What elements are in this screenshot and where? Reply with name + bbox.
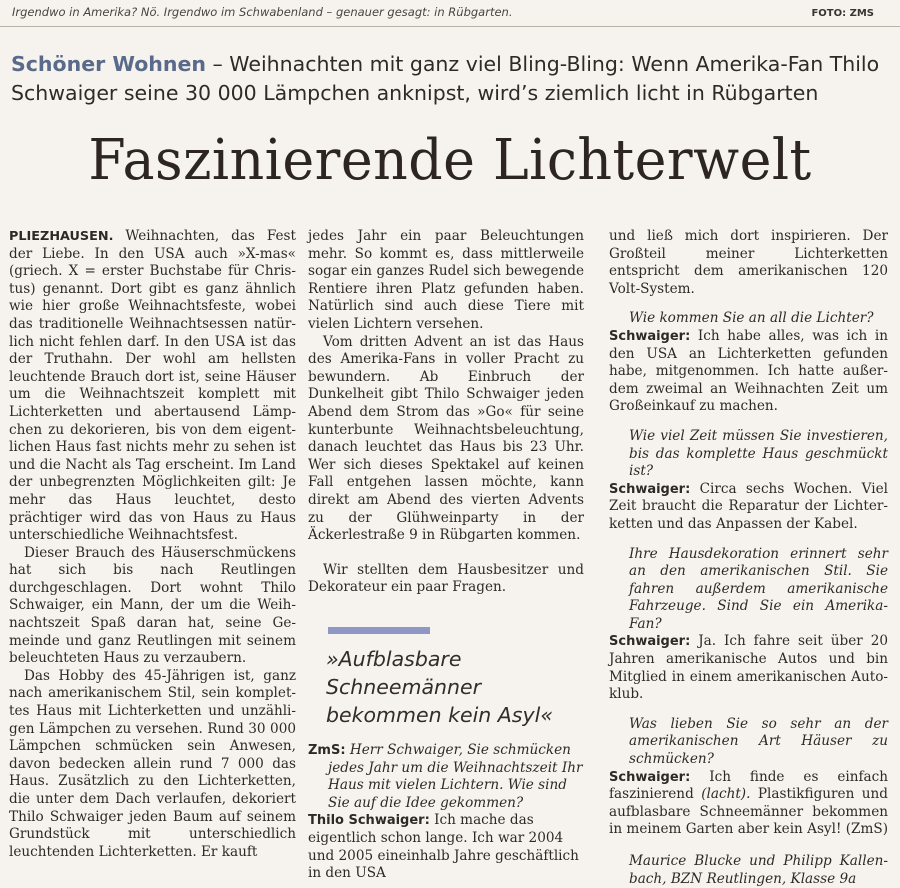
paragraph: Das Hobby des 45-Jährigen ist, ganz nach amerikanischem Stil, sein komplettes Haus mit Lichterketten und unzähligen Lämpchen zu versehen. Rund 30 000 Lämpchen schmücken sein Anwesen, davon bedecken allein rund 7 000 das Haus. Zusätzlich zu den Lichterketten, die unter dem Dach verlaufen, dekoriert Thilo Schwaiger jeden Baum auf seinem Grundstück mit unterschiedlich leuchtenden Lichterketten. Er kauft	[9, 667, 296, 860]
article-column-2	[308, 228, 584, 597]
interview-question: Wie kommen Sie an all die Lichter?	[629, 310, 874, 327]
paragraph: PLIEZHAUSEN. Weihnachten, das Fest der Liebe. In den USA auch »X-mas« (griech. X = erster Buchstabe für Christus) genannt. Dort gibt es ganz ähnlich wie hier große Weihnachtsfeste, wobei das traditionelle Weihnachtsessen natürlich nicht fehlen darf. In den USA ist das der Truthahn. Der wohl am hellsten leuchtende Brauch dort ist, seine Häuser um die Weihnachtszeit komplett mit Lichterketten und abertausend Lämpchen zu dekorieren, bis von dem eigentlichen Haus fast nichts mehr zu sehen ist und die Nacht als Tag erscheint. Im Land der unbegrenzten Möglichkeiten gilt: Je mehr das Haus leuchtet, desto prächtiger wird das von Haus zu Haus unterschiedliche Weihnachtsfest.	[9, 228, 296, 544]
dateline: PLIEZHAUSEN.	[9, 229, 114, 244]
kicker	[11, 50, 891, 108]
interview-answer: Schwaiger: Ja. Ich fahre seit über 20 Jahren amerikanische Autos und bin Mitglied in einem amerikanischen Autoklub.	[609, 633, 888, 703]
kicker-label: Schöner Wohnen	[11, 52, 206, 76]
speaker-label: Thilo Schwaiger:	[308, 813, 430, 829]
interview-question: Wie viel Zeit müssen Sie investieren, bis das komplette Haus geschmückt ist?	[629, 427, 888, 480]
interview-answer: Schwaiger: Circa sechs Wochen. Viel Zeit braucht die Reparatur der Lichterketten und das Anpassen der Kabel.	[609, 480, 888, 532]
pullquote: »Aufblasbare Schneemänner bekommen kein Asyl«	[326, 647, 553, 727]
speaker-label: ZmS:	[308, 743, 346, 758]
speaker-label: Schwaiger:	[609, 481, 691, 497]
pullquote-accent-bar	[328, 627, 430, 634]
speaker-label: Schwaiger:	[609, 634, 691, 650]
interview-question: ZmS: Herr Schwaiger, Sie schmücken jedes Jahr um die Weihnachtszeit Ihr Haus mit vielen Lichtern. Wie sind Sie auf die Idee gekommen?	[308, 742, 583, 811]
photo-caption-bar	[0, 0, 900, 27]
paragraph: und ließ mich dort inspirieren. Der Großteil meiner Lichterketten entspricht dem amerikanischen 120 Volt-System.	[609, 228, 888, 297]
photo-credit: FOTO: ZMS	[811, 8, 874, 19]
photo-caption: Irgendwo in Amerika? Nö. Irgendwo im Schwabenland – genauer gesagt: in Rübgarten.	[12, 5, 513, 19]
interview-answer: Thilo Schwaiger: Ich mache das eigentlich schon lange. Ich war 2004 und 2005 eineinhalb Jahre geschäftlich in den USA	[308, 812, 579, 882]
interview-start	[308, 742, 584, 883]
interview-question: Was lieben Sie so sehr an der amerikanischen Art Häuser zu schmücken?	[629, 715, 888, 768]
paragraph: Wir stellten dem Hausbesitzer und Dekorateur ein paar Fragen.	[308, 561, 584, 596]
paragraph: Vom dritten Advent an ist das Haus des Amerika-Fans in voller Pracht zu bewundern. Ab Einbruch der Dunkelheit gibt Thilo Schwaiger jeden Abend dem Strom das »Go« für seine kunterbunte Weihnachtsbeleuchtung, danach leuchtet das Haus bis 23 Uhr. Wer sich dieses Spektakel auf keinen Fall entgehen lassen möchte, kann direkt am Abend des vierten Advents zu der Glühweinparty in der Äckerlestraße 9 in Rübgarten kommen.	[308, 333, 584, 544]
article-column-3	[609, 228, 888, 888]
speaker-label: Schwaiger:	[609, 328, 691, 344]
paragraph: jedes Jahr ein paar Beleuchtungen mehr. So kommt es, dass mittlerweile sogar ein ganzes Rudel sich bewegende Rentiere ihren Platz gefunden haben. Natürlich sind auch diese Tiere mit vielen Lichtern versehen.	[308, 228, 584, 332]
paragraph: Dieser Brauch des Häuserschmückens hat sich bis nach Reutlingen durchgeschlagen. Dort wohnt Thilo Schwaiger, ein Mann, der um die Weihnachtszeit Spaß daran hat, seine Gemeinde und ganz Reutlingen mit seinem beleuchteten Haus zu verzaubern.	[9, 544, 296, 667]
speaker-label: Schwaiger:	[609, 769, 691, 785]
interview-question: Ihre Hausdekoration erinnert sehr an den amerikanischen Stil. Sie fahren außerdem amerikanische Fahrzeuge. Sind Sie ein Amerika-Fan?	[629, 545, 888, 632]
interview-answer: Schwaiger: Ich habe alles, was ich in den USA an Lichterketten gefunden habe, mitgenommen. Ich hatte außerdem zweimal an Weihnachten Zeit um Großeinkauf zu machen.	[609, 327, 888, 415]
article-column-1	[9, 228, 296, 861]
kicker-text: – Weihnachten mit ganz viel Bling-Bling: Wenn Amerika-Fan Thilo Schwaiger seine 30 000 Lämpchen anknipst, wird’s ziemlich licht in Rübgarten	[11, 52, 880, 105]
interview-answer: Schwaiger: Ich finde es einfach faszinierend (lacht). Plastikfiguren und aufblasbare Schneemänner bekommen in meinem Garten aber kein Asyl! (ZmS)	[609, 768, 888, 838]
headline: Faszinierende Lichterwelt	[88, 128, 812, 193]
byline: Maurice Blucke und Philipp Kallenbach, BZN Reutlingen, Klasse 9a	[629, 853, 888, 887]
